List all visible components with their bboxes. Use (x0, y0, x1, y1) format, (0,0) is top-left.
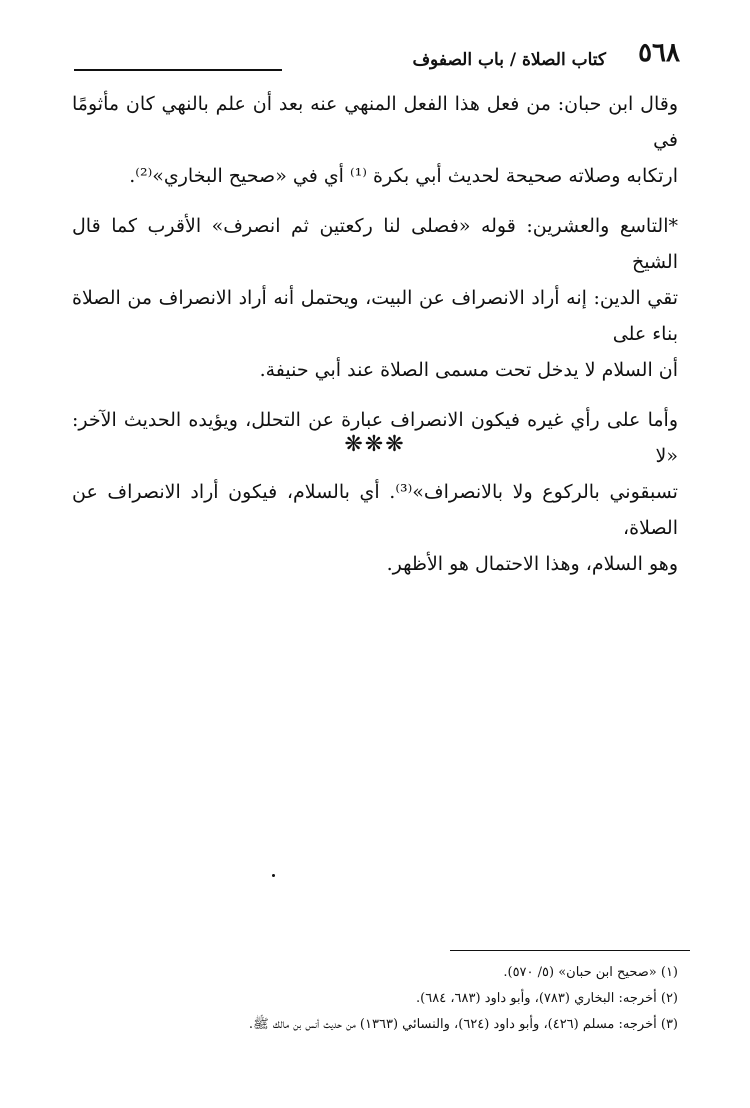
text-line: أن السلام لا يدخل تحت مسمى الصلاة عند أبي حنيفة. (259, 359, 678, 381)
ink-speck (272, 874, 275, 877)
paragraph (72, 402, 678, 582)
page-number: ٥٦٨ (638, 38, 680, 68)
section-separator: ❋❋❋ (344, 432, 406, 457)
body-text (72, 86, 678, 596)
page-header (68, 38, 680, 74)
text-line: وهو السلام، وهذا الاحتمال هو الأظهر. (386, 553, 678, 575)
running-title: كتاب الصلاة / باب الصفوف (412, 50, 606, 70)
text-line: وقال ابن حبان: من فعل هذا الفعل المنهي عنه بعد أن علم بالنهي كان مأثومًا في (72, 93, 678, 151)
footnote: (٣) أخرجه: مسلم (٤٢٦)، وأبو داود (٦٢٤)، والنسائي (١٣٦٣) من حديث أنس بن مالك ﷺ. (248, 1017, 678, 1032)
paragraph (72, 208, 678, 388)
text-line: *التاسع والعشرين: قوله «فصلى لنا ركعتين ثم انصرف» الأقرب كما قال الشيخ (72, 215, 678, 273)
text-line: وأما على رأي غيره فيكون الانصراف عبارة عن التحلل، ويؤيده الحديث الآخر: «لا (72, 409, 678, 467)
text-line: تقي الدين: إنه أراد الانصراف عن البيت، ويحتمل أنه أراد الانصراف من الصلاة بناء على (72, 287, 678, 345)
footnote: (١) «صحيح ابن حبان» (٥/ ٥٧٠). (503, 965, 678, 980)
footnotes (58, 960, 678, 1038)
header-rule (74, 69, 282, 71)
footnote-rule (450, 950, 690, 951)
footnote: (٢) أخرجه: البخاري (٧٨٣)، وأبو داود (٦٨٣، ٦٨٤). (416, 991, 678, 1006)
paragraph (72, 86, 678, 194)
text-line: تسبقوني بالركوع ولا بالانصراف»⁽³⁾. أي بالسلام، فيكون أراد الانصراف عن الصلاة، (72, 481, 678, 539)
text-line: ارتكابه وصلاته صحيحة لحديث أبي بكرة ⁽¹⁾ أي في «صحيح البخاري»⁽²⁾. (129, 165, 678, 187)
